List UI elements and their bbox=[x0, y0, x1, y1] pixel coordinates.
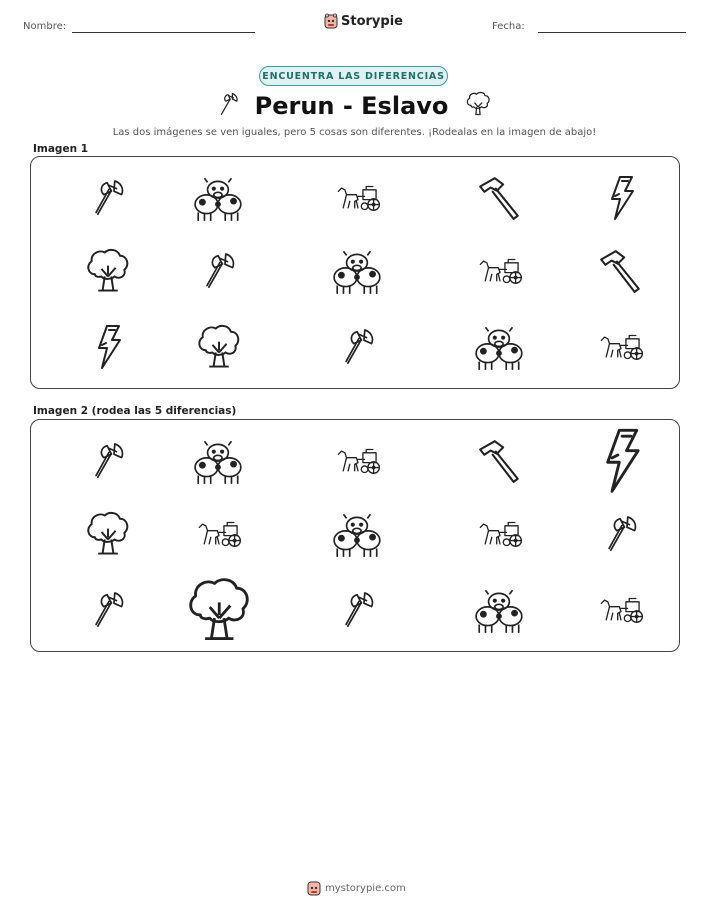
carriage-icon[interactable] bbox=[477, 517, 523, 551]
carriage-icon bbox=[335, 181, 381, 215]
axe-icon[interactable] bbox=[604, 512, 638, 556]
hammer-icon bbox=[476, 173, 524, 223]
axe-icon[interactable] bbox=[91, 588, 125, 632]
axe-icon bbox=[91, 176, 125, 220]
carriage-icon bbox=[598, 330, 644, 364]
lightning-icon[interactable] bbox=[599, 426, 643, 496]
image1-label: Imagen 1 bbox=[33, 143, 89, 155]
title-row bbox=[0, 90, 709, 122]
lightning-icon bbox=[93, 323, 123, 371]
tree-icon bbox=[194, 322, 244, 372]
carriage-icon[interactable] bbox=[598, 593, 644, 627]
cows-icon bbox=[331, 246, 385, 296]
date-line[interactable] bbox=[538, 32, 686, 33]
name-label: Nombre: bbox=[23, 21, 67, 32]
name-line[interactable] bbox=[72, 32, 255, 33]
storypie-mascot-icon bbox=[324, 13, 338, 29]
brand-logo bbox=[324, 13, 403, 29]
image1-panel bbox=[30, 156, 680, 389]
axe-icon bbox=[217, 91, 239, 121]
image2-panel[interactable] bbox=[30, 419, 680, 652]
tree-icon bbox=[83, 246, 133, 296]
footer bbox=[307, 880, 406, 896]
carriage-icon[interactable] bbox=[196, 517, 242, 551]
axe-icon bbox=[341, 325, 375, 369]
tree-icon bbox=[464, 90, 492, 122]
page-title: Perun - Eslavo bbox=[254, 92, 449, 120]
cows-icon[interactable] bbox=[331, 509, 385, 559]
date-label: Fecha: bbox=[492, 21, 525, 32]
storypie-mascot-icon bbox=[307, 880, 321, 896]
hammer-icon bbox=[597, 246, 645, 296]
activity-badge: ENCUENTRA LAS DIFERENCIAS bbox=[259, 66, 448, 86]
cows-icon bbox=[473, 322, 527, 372]
cows-icon bbox=[192, 173, 246, 223]
carriage-icon bbox=[477, 254, 523, 288]
cows-icon[interactable] bbox=[192, 436, 246, 486]
brand-name: Storypie bbox=[341, 13, 403, 29]
footer-url[interactable]: mystorypie.com bbox=[325, 882, 406, 894]
hammer-icon[interactable] bbox=[476, 436, 524, 486]
axe-icon[interactable] bbox=[91, 439, 125, 483]
instructions: Las dos imágenes se ven iguales, pero 5 cosas son diferentes. ¡Rodealas en la imagen de abajo! bbox=[112, 127, 597, 138]
tree-icon[interactable] bbox=[183, 574, 256, 647]
tree-icon[interactable] bbox=[83, 509, 133, 559]
axe-icon bbox=[202, 249, 236, 293]
lightning-icon bbox=[606, 174, 636, 222]
image2-label: Imagen 2 (rodea las 5 diferencias) bbox=[33, 405, 237, 417]
axe-icon[interactable] bbox=[341, 588, 375, 632]
carriage-icon[interactable] bbox=[335, 444, 381, 478]
cows-icon[interactable] bbox=[473, 585, 527, 635]
